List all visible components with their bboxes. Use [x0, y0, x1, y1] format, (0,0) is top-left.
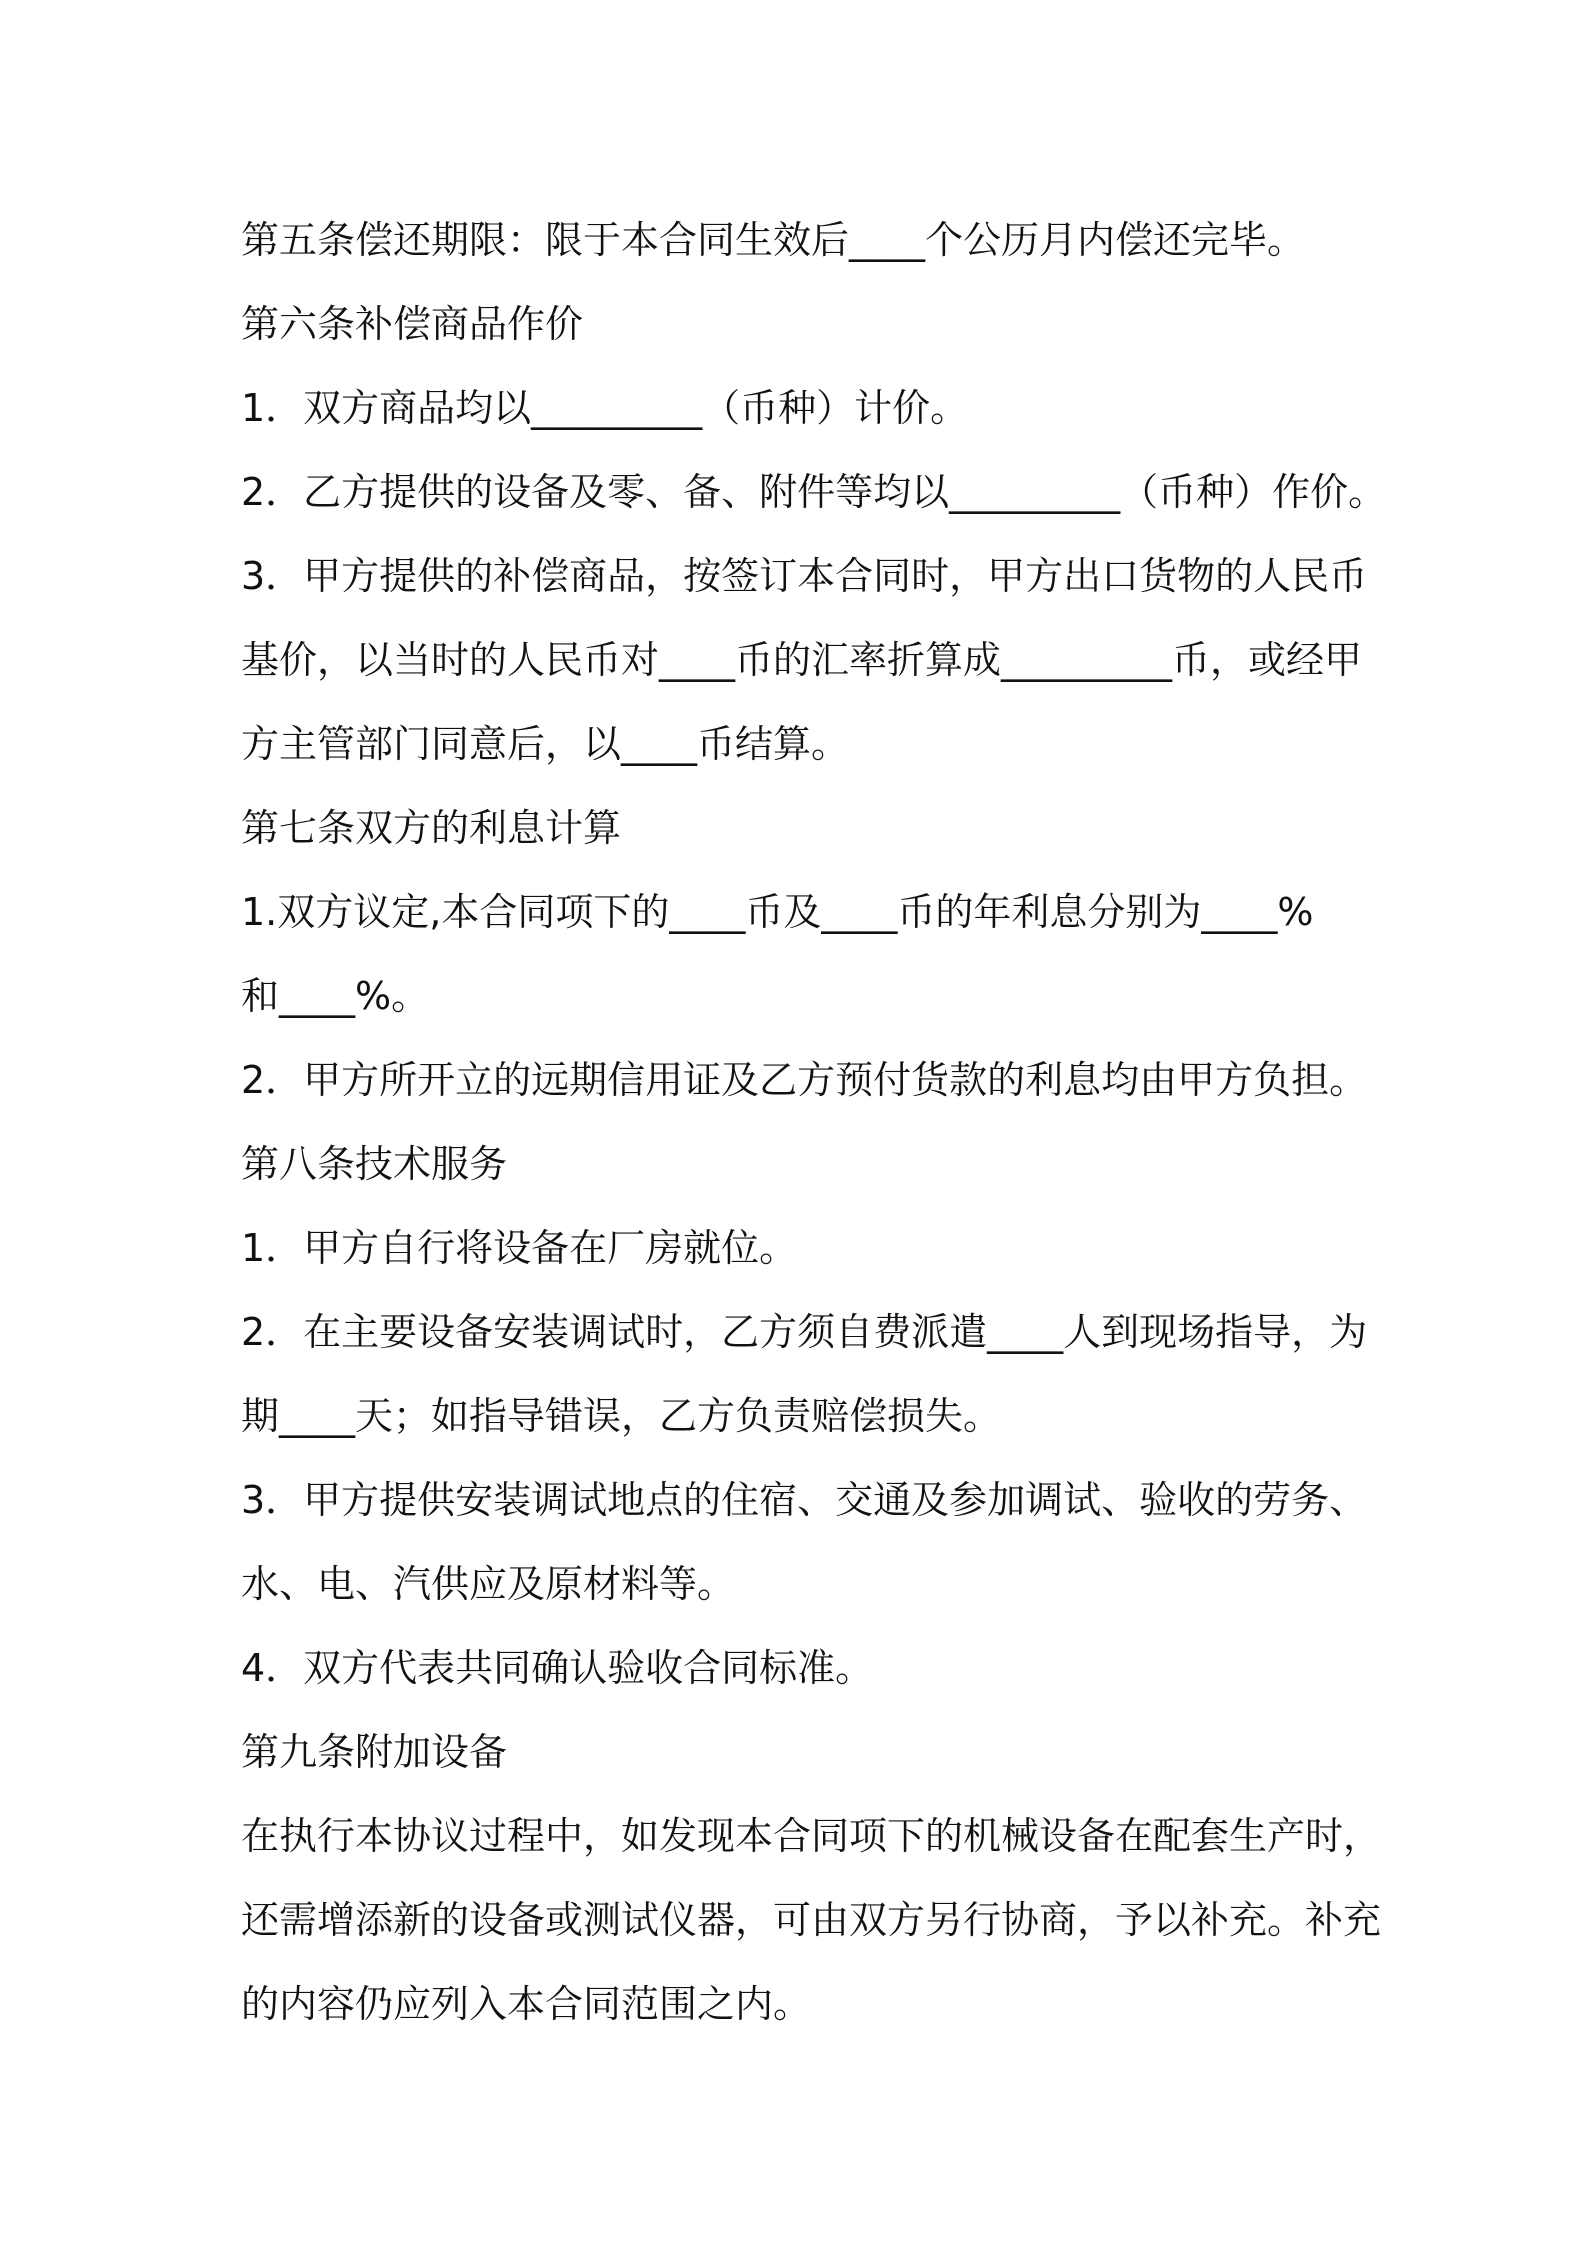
article-8-clause-4: 4．双方代表共同确认验收合同标准。 [241, 1646, 874, 1690]
article-9-body-line-3: 的内容仍应列入本合同范围之内。 [241, 1982, 812, 2026]
article-6-clause-2: 2．乙方提供的设备及零、备、附件等均以_________（币种）作价。 [241, 470, 1387, 514]
article-8-clause-3-line-2: 水、电、汽供应及原材料等。 [241, 1562, 736, 1606]
article-8-heading: 第八条技术服务 [241, 1142, 508, 1186]
article-8-clause-1: 1．甲方自行将设备在厂房就位。 [241, 1226, 798, 1270]
article-6-clause-1: 1．双方商品均以_________（币种）计价。 [241, 386, 969, 430]
article-8-clause-2-line-2: 期____天；如指导错误，乙方负责赔偿损失。 [241, 1394, 1002, 1438]
article-8-clause-2-line-1: 2．在主要设备安装调试时，乙方须自费派遣____人到现场指导，为 [241, 1310, 1368, 1354]
article-9-body-line-2: 还需增添新的设备或测试仪器，可由双方另行协商，予以补充。补充 [241, 1898, 1382, 1942]
article-6-clause-3-line-2: 基价，以当时的人民币对____币的汇率折算成_________币，或经甲 [241, 638, 1363, 682]
article-8-clause-3-line-1: 3．甲方提供安装调试地点的住宿、交通及参加调试、验收的劳务、 [241, 1478, 1368, 1522]
article-7-clause-1-line-1: 1.双方议定,本合同项下的____币及____币的年利息分别为____% [241, 890, 1314, 934]
article-6-clause-3-line-1: 3．甲方提供的补偿商品，按签订本合同时，甲方出口货物的人民币 [241, 554, 1368, 598]
article-6-heading: 第六条补偿商品作价 [241, 302, 584, 346]
article-7-clause-2: 2．甲方所开立的远期信用证及乙方预付货款的利息均由甲方负担。 [241, 1058, 1368, 1102]
article-5-repayment-term: 第五条偿还期限：限于本合同生效后____个公历月内偿还完毕。 [241, 218, 1306, 262]
article-7-heading: 第七条双方的利息计算 [241, 806, 622, 850]
article-9-heading: 第九条附加设备 [241, 1730, 508, 1774]
article-9-body-line-1: 在执行本协议过程中，如发现本合同项下的机械设备在配套生产时， [241, 1814, 1382, 1858]
document-body [241, 198, 1387, 2046]
article-7-clause-1-line-2: 和____%。 [241, 974, 430, 1018]
article-6-clause-3-line-3: 方主管部门同意后，以____币结算。 [241, 722, 850, 766]
